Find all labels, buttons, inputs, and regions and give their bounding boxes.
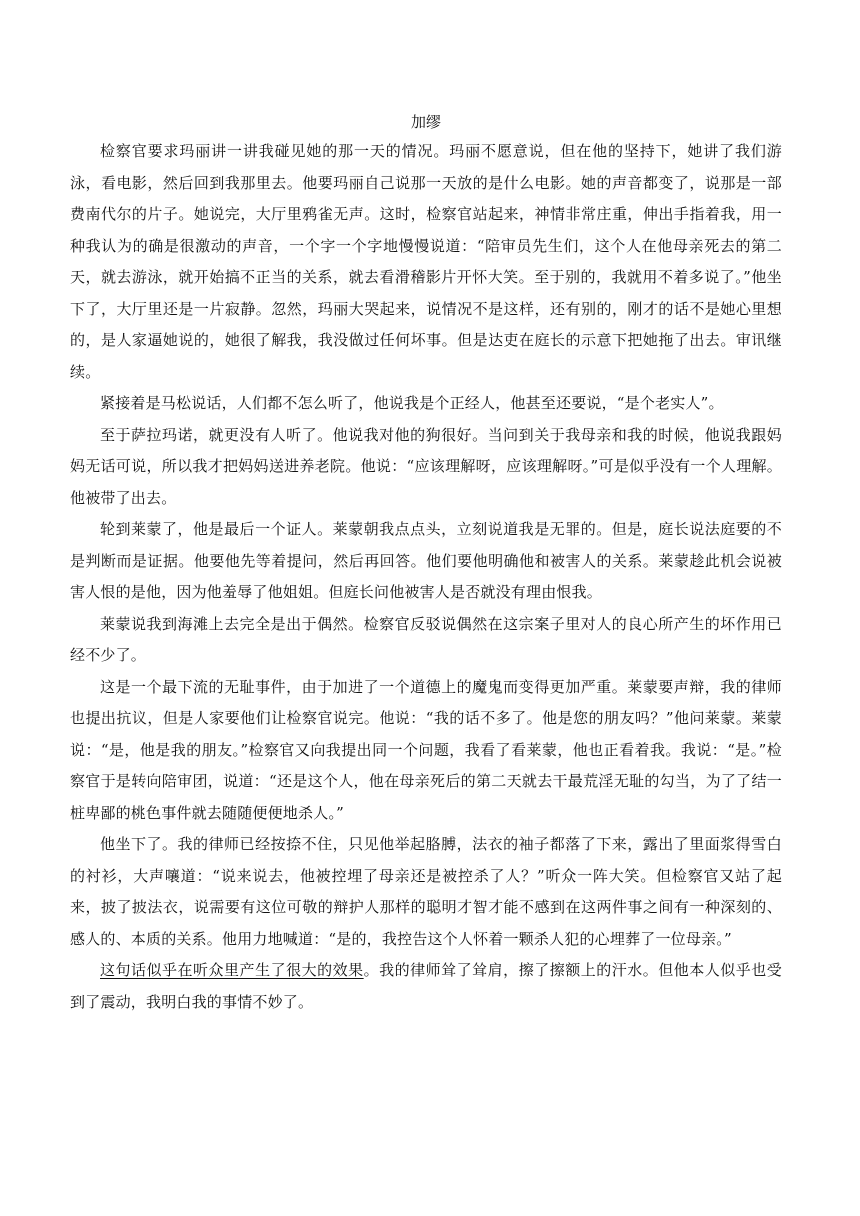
document-page xyxy=(70,110,782,1018)
paragraph-8 xyxy=(70,955,782,1018)
paragraph-5: 莱蒙说我到海滩上去完全是出于偶然。检察官反驳说偶然在这宗案子里对人的良心所产生的坏作用已经不少了。 xyxy=(70,614,782,664)
document-title: 加缪 xyxy=(410,113,441,131)
paragraph-6: 这是一个最下流的无耻事件，由于加进了一个道德上的魔鬼而变得更加严重。莱蒙要声辩，我的律师也提出抗议，但是人家要他们让检察官说完。他说：“我的话不多了。他是您的朋友吗？”他问莱蒙。莱蒙说：“是，他是我的朋友。”检察官又向我提出同一个问题，我看了看莱蒙，他也正看着我。我说：“是。”检察官于是转向陪审团，说道：“还是这个人，他在母亲死后的第二天就去干最荒淫无耻的勾当，为了了结一桩卑鄙的桃色事件就去随随便便地杀人。” xyxy=(70,677,782,822)
paragraph-1: 检察官要求玛丽讲一讲我碰见她的那一天的情况。玛丽不愿意说，但在他的坚持下，她讲了我们游泳，看电影，然后回到我那里去。他要玛丽自己说那一天放的是什么电影。她的声音都变了，说那是一部费南代尔的片子。她说完，大厅里鸦雀无声。这时，检察官站起来，神情非常庄重，伸出手指着我，用一种我认为的确是很激动的声音，一个字一个字地慢慢说道：“陪审员先生们，这个人在他母亲死去的第二天，就去游泳，就开始搞不正当的关系，就去看滑稽影片开怀大笑。至于别的，我就用不着多说了。”他坐下了，大厅里还是一片寂静。忽然，玛丽大哭起来，说情况不是这样，还有别的，刚才的话不是她心里想的，是人家逼她说的，她很了解我，我没做过任何坏事。但是达吏在庭长的示意下把她拖了出去。审讯继续。 xyxy=(70,142,782,381)
paragraph-4: 轮到莱蒙了，他是最后一个证人。莱蒙朝我点点头，立刻说道我是无罪的。但是，庭长说法庭要的不是判断而是证据。他要他先等着提问，然后再回答。他们要他明确他和被害人的关系。莱蒙趁此机会说被害人恨的是他，因为他羞辱了他姐姐。但庭长问他被害人是否就没有理由恨我。 xyxy=(70,520,782,601)
underlined-sentence: 这句话似乎在听众里产生了很大的效果 xyxy=(100,961,364,979)
paragraph-3: 至于萨拉玛诺，就更没有人听了。他说我对他的狗很好。当问到关于我母亲和我的时候，他说我跟妈妈无话可说，所以我才把妈妈送进养老院。他说：“应该理解呀，应该理解呀。”可是似乎没有一个人理解。他被带了出去。 xyxy=(70,425,782,507)
paragraph-7: 他坐下了。我的律师已经按捺不住，只见他举起胳膊，法衣的袖子都落了下来，露出了里面浆得雪白的衬衫，大声嚷道：“说来说去，他被控埋了母亲还是被控杀了人？”听众一阵大笑。但检察官又站了起来，披了披法衣，说需要有这位可敬的辩护人那样的聪明才智才能不感到在这两件事之间有一种深刻的、感人的、本质的关系。他用力地喊道：“是的，我控告这个人怀着一颗杀人犯的心埋葬了一位母亲。” xyxy=(70,835,782,948)
paragraph-8-rest: 。我的律师耸了耸肩，擦了擦额上的汗水。但他本人似乎也受到了震动，我明白我的事情不妙了。 xyxy=(70,961,783,1011)
paragraph-2: 紧接着是马松说话，人们都不怎么听了，他说我是个正经人，他甚至还要说，“是个老实人”。 xyxy=(100,394,724,412)
